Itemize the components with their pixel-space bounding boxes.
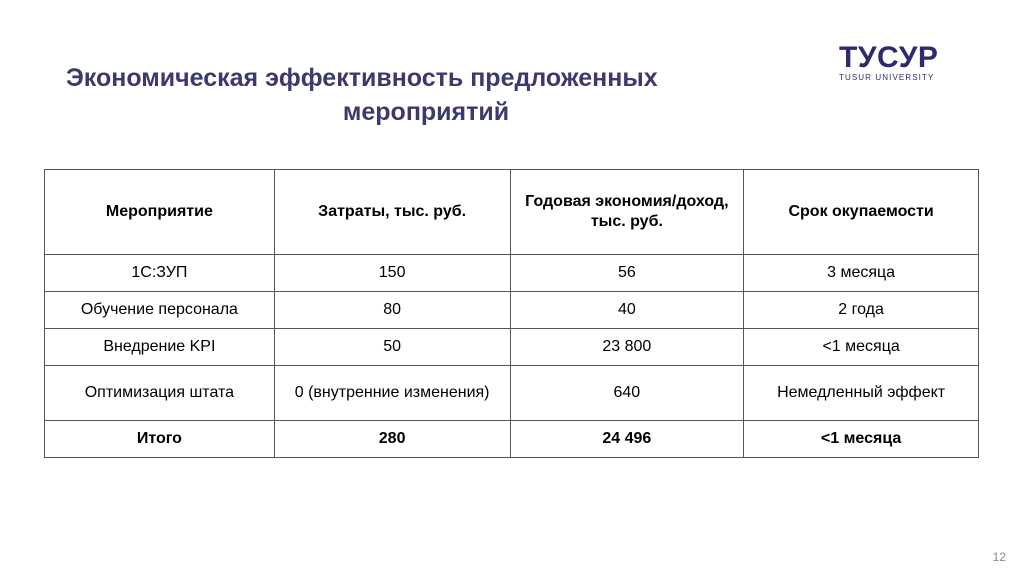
slide-title: [66, 61, 786, 129]
table-header-row: [45, 170, 979, 255]
table-total-row: [45, 421, 979, 458]
cell-savings: 23 800: [510, 329, 744, 366]
cell-measure: 1С:ЗУП: [45, 255, 275, 292]
total-label: Итого: [45, 421, 275, 458]
total-costs: 280: [274, 421, 510, 458]
total-savings: 24 496: [510, 421, 744, 458]
logo-subtitle: TUSUR UNIVERSITY: [839, 73, 935, 82]
cell-costs: 150: [274, 255, 510, 292]
cell-savings: 40: [510, 292, 744, 329]
efficiency-table: [44, 169, 979, 458]
cell-payback: Немедленный эффект: [744, 366, 979, 421]
cell-payback: <1 месяца: [744, 329, 979, 366]
slide-title-line-2: мероприятий: [342, 98, 510, 126]
cell-costs: 50: [274, 329, 510, 366]
header-costs: Затраты, тыс. руб.: [274, 170, 510, 255]
cell-payback: 2 года: [744, 292, 979, 329]
page-number: 12: [992, 550, 1006, 564]
header-payback-period: Срок окупаемости: [744, 170, 979, 255]
cell-measure: Оптимизация штата: [45, 366, 275, 421]
table-row: [45, 255, 979, 292]
cell-costs: 80: [274, 292, 510, 329]
cell-payback: 3 месяца: [744, 255, 979, 292]
header-measure: Мероприятие: [45, 170, 275, 255]
cell-measure: Обучение персонала: [45, 292, 275, 329]
cell-savings: 56: [510, 255, 744, 292]
slide-title-line-1: Экономическая эффективность предложенных: [66, 64, 658, 92]
table-row: [45, 366, 979, 421]
cell-measure: Внедрение KPI: [45, 329, 275, 366]
tusur-logo: [839, 41, 961, 83]
table-row: [45, 292, 979, 329]
cell-costs: 0 (внутренние изменения): [274, 366, 510, 421]
total-payback: <1 месяца: [744, 421, 979, 458]
table-row: [45, 329, 979, 366]
logo-wordmark: ТУСУР: [839, 41, 939, 74]
cell-savings: 640: [510, 366, 744, 421]
header-annual-savings: Годовая экономия/доход, тыс. руб.: [510, 170, 744, 255]
